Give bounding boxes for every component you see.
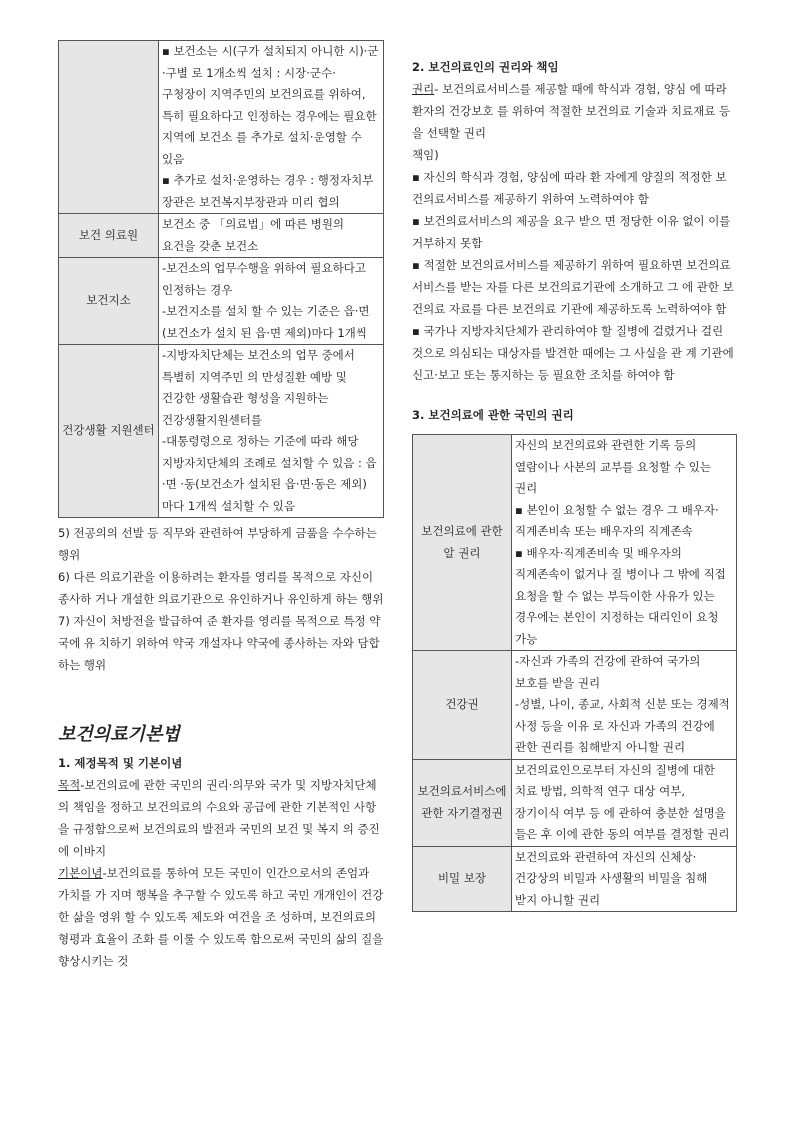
table-row: [413, 759, 737, 846]
citizen-rights-table: [412, 434, 737, 912]
table-row: [59, 41, 384, 214]
row-header: [59, 41, 159, 214]
row-header: 비밀 보장: [413, 846, 512, 912]
list-item: 6) 다른 의료기관을 이용하려는 환자를 영리를 목적으로 자신이 종사하 거나 개설한 의료기관으로 유인하거나 유인하게 하는 행위: [58, 570, 384, 606]
section-title: 3. 보건의료에 관한 국민의 권리: [412, 408, 574, 422]
row-content: [512, 759, 737, 846]
table-row: [413, 846, 737, 912]
health-center-table: [58, 40, 384, 518]
row-content: [159, 345, 384, 518]
list-item: 5) 전공의의 선발 등 직무와 관련하여 부당하게 금품을 수수하는 행위: [58, 526, 377, 562]
cell-line: ▪ 추가로 설치·운영하는 경우 : 행정자치부 장관은 보건복지부장관과 미리 협의: [162, 173, 374, 209]
table-row: [413, 651, 737, 760]
table-row: [59, 214, 384, 258]
cell-line: -자신과 가족의 건강에 관하여 국가의 보호를 받을 권리: [515, 654, 701, 690]
list-item: ▪ 국가나 지방자치단체가 관리하여야 할 질병에 걸렸거나 걸린 것으로 의심되는 대상자를 발견한 때에는 그 사실을 관 계 기관에 신고·보고 또는 통지하는 등 필요한 조치를 하여야 함: [412, 324, 734, 382]
row-header: 보건지소: [59, 258, 159, 345]
law-title: 보건의료기본법: [58, 724, 180, 745]
row-header: 보건의료에 관한 알 권리: [413, 435, 512, 651]
cell-line: 보건소 중 「의료법」에 따른 병원의 요건을 갖춘 보건소: [162, 217, 345, 253]
ideal-paragraph: [58, 862, 384, 972]
list-item: 7) 자신이 처방전을 발급하여 준 환자를 영리를 목적으로 특정 약국에 유 치하기 위하여 약국 개설자나 약국에 종사하는 자와 담합하는 행위: [58, 614, 381, 672]
cell-line: ▪ 배우자·직계존비속 및 배우자의 직계존속이 없거나 질 병이나 그 밖에 직접 요청을 할 수 없는 부득이한 사유가 있는 경우에는 본인이 지정하는 대리인이 요청 가능: [515, 545, 726, 646]
list-item: ▪ 자신의 학식과 경험, 양심에 따라 환 자에게 양질의 적정한 보건의료서비스를 제공하기 위하여 노력하여야 함: [412, 170, 727, 206]
row-header: 건강생활 지원센터: [59, 345, 159, 518]
cell-line: ▪ 본인이 요청할 수 없는 경우 그 배우자·직계존비속 또는 배우자의 직계존속: [515, 502, 719, 538]
row-content: [159, 258, 384, 345]
duty-label: 책임): [412, 148, 439, 162]
cell-line: -보건지소를 설치 할 수 있는 기준은 읍·면(보건소가 설치 된 읍·면 제외)마다 1개씩: [162, 304, 370, 340]
left-column: [58, 40, 384, 972]
cell-line: 보건의료인으로부터 자신의 질병에 대한 치료 방법, 의학적 연구 대상 여부, 장기이식 여부 등 에 관하여 충분한 설명을 들은 후 이에 관한 동의 여부를 결정할 권리: [515, 762, 730, 841]
ideal-text: -보건의료를 통하여 모든 국민이 인간으로서의 존엄과 가치를 가 지며 행복을 추구할 수 있도록 하고 국민 개개인이 건강한 삶을 영위 할 수 있도록 제도와 여건을 조 성하며, 보건의료의 형평과 효율이 조화 를 이룰 수 있도록 함으로써 국민의 삶의 질을 향상시키는 것: [58, 866, 384, 968]
table-row: [59, 258, 384, 345]
row-content: [512, 435, 737, 651]
cell-line: -대통령령으로 정하는 기준에 따라 해당 지방자치단체의 조례로 설치할 수 있음 : 읍·면 ·동(보건소가 설치된 읍·면·동은 제외)마다 1개씩 설치할 수 있음: [162, 434, 377, 513]
row-content: [159, 41, 384, 214]
row-content: [512, 846, 737, 912]
list-item: ▪ 보건의료서비스의 제공을 요구 받으 면 정당한 이유 없이 이를 거부하지 못함: [412, 214, 731, 250]
purpose-label: 목적: [58, 778, 81, 792]
table-row: [59, 345, 384, 518]
rights-paragraph: [412, 78, 737, 144]
section-title: 1. 제정목적 및 기본이념: [58, 756, 183, 770]
section-title: 2. 보건의료인의 권리와 책임: [412, 60, 559, 74]
purpose-paragraph: [58, 774, 384, 862]
cell-line: -성별, 나이, 종교, 사회적 신분 또는 경제적 사정 등을 이유 로 자신과 가족의 건강에 관한 권리를 침해받지 아니할 권리: [515, 697, 730, 754]
purpose-text: -보건의료에 관한 국민의 권리·의무와 국가 및 지방자치단체 의 책임을 정하고 보건의료의 수요와 공급에 관한 기본적인 사항을 규정함으로써 보건의료의 발전과 국민의 보건 및 복지 의 증진에 이바지: [58, 778, 380, 858]
rights-label: 권리: [412, 82, 435, 96]
ideal-label: 기본이념: [58, 866, 103, 880]
row-content: [512, 651, 737, 760]
rights-text: - 보건의료서비스를 제공할 때에 학식과 경험, 양심 에 따라 환자의 건강보호 를 위하여 적절한 보건의료 기술과 치료재료 등을 선택할 권리: [412, 82, 731, 140]
cell-line: 자신의 보건의료와 관련한 기록 등의 열람이나 사본의 교부를 요청할 수 있는 권리: [515, 438, 712, 495]
cell-line: -보건소의 업무수행을 위하여 필요하다고 인정하는 경우: [162, 261, 366, 297]
cell-line: -지방자치단체는 보건소의 업무 중에서 특별히 지역주민 의 만성질환 예방 및 건강한 생활습관 형성을 지원하는 건강생활지원센터를: [162, 348, 355, 427]
row-header: 보건 의료원: [59, 214, 159, 258]
right-column: [412, 40, 737, 912]
table-row: [413, 435, 737, 651]
row-header: 보건의료서비스에 관한 자기결정권: [413, 759, 512, 846]
cell-line: ▪ 보건소는 시(구가 설치되지 아니한 시)·군·구별 로 1개소씩 설치 : 시장·군수· 구청장이 지역주민의 보건의료를 위하여, 특히 필요하다고 인정하는 경우에는 필요한 지역에 보건소 를 추가로 설치·운영할 수 있음: [162, 44, 379, 166]
list-item: ▪ 적절한 보건의료서비스를 제공하기 위하여 필요하면 보건의료서비스를 받는 자를 다른 보건의료기관에 소개하고 그 에 관한 보건의료 자료를 다른 보건의료 기관에 제공하도록 노력하여야 함: [412, 258, 734, 316]
row-content: [159, 214, 384, 258]
row-header: 건강권: [413, 651, 512, 760]
cell-line: 보건의료와 관련하여 자신의 신체상·건강상의 비밀과 사생활의 비밀을 침해 받지 아니할 권리: [515, 849, 708, 907]
violation-items: [58, 522, 384, 676]
